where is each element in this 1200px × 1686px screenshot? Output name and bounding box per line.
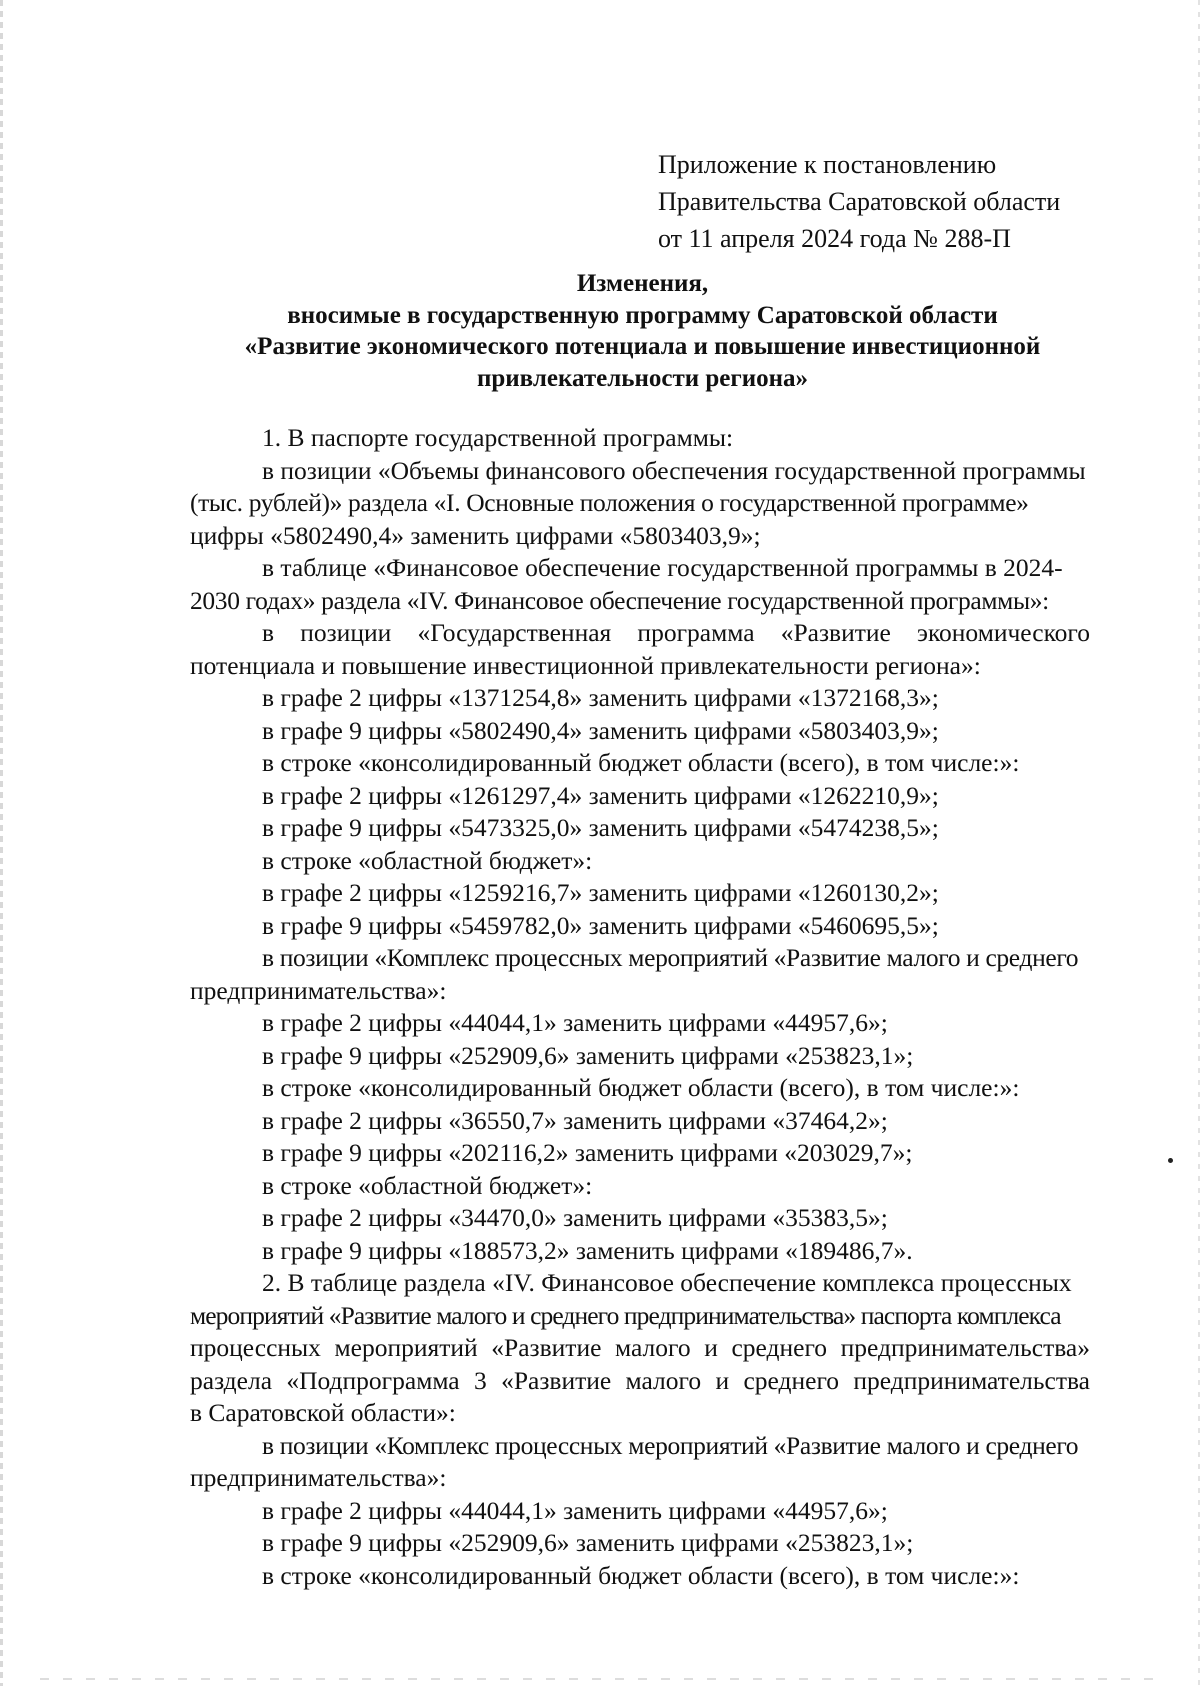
- body-line: в позиции «Комплекс процессных мероприятий «Развитие малого и среднего: [262, 943, 1079, 972]
- body-line: в строке «консолидированный бюджет области (всего), в том числе:»:: [262, 748, 1020, 777]
- body-line: в позиции «Объемы финансового обеспечения государственной программы: [262, 455, 1086, 485]
- body-line: в графе 2 цифры «1371254,8» заменить цифрами «1372168,3»;: [262, 683, 939, 712]
- body-line: в графе 2 цифры «1261297,4» заменить цифрами «1262210,9»;: [262, 780, 939, 810]
- body-line: в графе 9 цифры «252909,6» заменить цифрами «253823,1»;: [262, 1528, 914, 1557]
- body-line: в графе 9 цифры «252909,6» заменить цифрами «253823,1»;: [262, 1040, 914, 1070]
- document-title: [190, 268, 1095, 394]
- scan-edge-left: [0, 0, 3, 1686]
- title-line: привлекательности региона»: [476, 364, 809, 392]
- body-line: в строке «областной бюджет»:: [262, 1170, 593, 1200]
- body-line: в графе 2 цифры «44044,1» заменить цифрами «44957,6»;: [262, 1008, 888, 1037]
- annex-line: Правительства Саратовской области: [658, 187, 1061, 216]
- body-line: в графе 9 цифры «5802490,4» заменить цифрами «5803403,9»;: [262, 715, 939, 745]
- body-line: 2. В таблице раздела «IV. Финансовое обеспечение комплекса процессных: [262, 1268, 1072, 1297]
- title-line: Изменения,: [576, 270, 709, 297]
- annex-line: от 11 апреля 2024 года № 288-П: [658, 224, 1011, 253]
- body-line: (тыс. рублей)» раздела «I. Основные положения о государственной программе»: [190, 488, 1029, 517]
- body-line: в позиции «Государственная программа «Развитие экономического: [262, 618, 1090, 647]
- body-line: цифры «5802490,4» заменить цифрами «5803403,9»;: [190, 520, 761, 550]
- body-line: в графе 2 цифры «44044,1» заменить цифрами «44957,6»;: [262, 1495, 888, 1525]
- body-line: в таблице «Финансовое обеспечение государственной программы в 2024-: [262, 553, 1063, 582]
- body-line: 2030 годах» раздела «IV. Финансовое обеспечение государственной программы»:: [190, 585, 1049, 615]
- annex-header: [658, 146, 1060, 257]
- body-line: в строке «областной бюджет»:: [262, 845, 593, 875]
- body-line: в Саратовской области»:: [190, 1398, 456, 1427]
- body-line: потенциала и повышение инвестиционной привлекательности региона»:: [190, 650, 981, 680]
- title-line: вносимые в государственную программу Саратовской области: [287, 301, 998, 329]
- body-line: в графе 9 цифры «5473325,0» заменить цифрами «5474238,5»;: [262, 813, 939, 842]
- body-line: 1. В паспорте государственной программы:: [262, 423, 734, 452]
- scan-edge-bottom: [40, 1678, 1160, 1680]
- body-line: в строке «консолидированный бюджет области (всего), в том числе:»:: [262, 1073, 1020, 1102]
- body-line: в графе 9 цифры «188573,2» заменить цифрами «189486,7».: [262, 1235, 913, 1265]
- document-body: [190, 422, 1090, 1592]
- body-line: в позиции «Комплекс процессных мероприятий «Развитие малого и среднего: [262, 1430, 1079, 1460]
- body-line: раздела «Подпрограмма 3 «Развитие малого и среднего предпринимательства: [190, 1365, 1090, 1395]
- body-line: мероприятий «Развитие малого и среднего предпринимательства» паспорта комплекса: [190, 1300, 1061, 1330]
- body-line: в графе 9 цифры «5459782,0» заменить цифрами «5460695,5»;: [262, 910, 939, 940]
- body-line: предпринимательства»:: [190, 1463, 447, 1492]
- body-line: в графе 2 цифры «36550,7» заменить цифрами «37464,2»;: [262, 1105, 888, 1135]
- title-line: «Развитие экономического потенциала и повышение инвестиционной: [244, 333, 1041, 360]
- body-line: процессных мероприятий «Развитие малого и среднего предпринимательства»: [190, 1333, 1090, 1362]
- scan-speck: [1168, 1158, 1173, 1163]
- body-line: предпринимательства»:: [190, 975, 447, 1005]
- body-line: в графе 9 цифры «202116,2» заменить цифрами «203029,7»;: [262, 1138, 913, 1167]
- body-line: в графе 2 цифры «34470,0» заменить цифрами «35383,5»;: [262, 1203, 888, 1232]
- body-line: в графе 2 цифры «1259216,7» заменить цифрами «1260130,2»;: [262, 878, 939, 907]
- body-line: в строке «консолидированный бюджет области (всего), в том числе:»:: [262, 1560, 1020, 1590]
- annex-line: Приложение к постановлению: [658, 150, 997, 179]
